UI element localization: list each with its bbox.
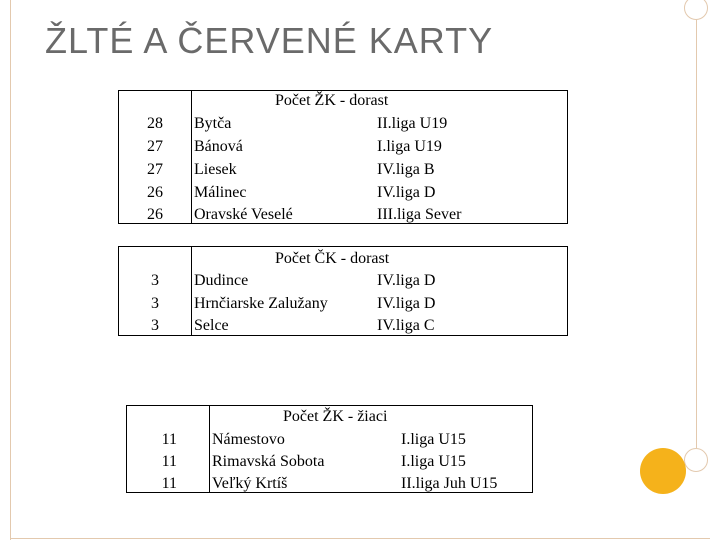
card-count: 27: [147, 138, 163, 155]
slide-title: ŽLTÉ A ČERVENÉ KARTY: [45, 20, 494, 61]
club-name: Dudince: [194, 272, 249, 289]
card-count: 27: [147, 161, 163, 178]
decorative-orange-circle: [640, 448, 686, 494]
table-row: [127, 450, 532, 473]
league-name: I.liga U15: [401, 453, 466, 470]
club-name: Námestovo: [212, 431, 285, 448]
table-row: [119, 314, 567, 337]
league-name: IV.liga C: [377, 317, 435, 334]
yellow-cards-youth-table: [118, 90, 568, 224]
league-name: IV.liga D: [377, 272, 436, 289]
club-name: Hrnčiarske Zalužany: [194, 295, 328, 312]
league-name: II.liga Juh U15: [401, 475, 498, 492]
table-row: [119, 112, 567, 135]
club-name: Selce: [194, 317, 229, 334]
slide-frame-right: [696, 0, 697, 448]
table-row: [127, 428, 532, 451]
decorative-ring-top: [684, 0, 708, 20]
league-name: I.liga U15: [401, 431, 466, 448]
club-name: Bánová: [194, 138, 243, 155]
card-count: 3: [151, 272, 159, 289]
table-row: [119, 269, 567, 292]
card-count: 28: [147, 115, 163, 132]
table-row: [119, 158, 567, 181]
table-heading: Počet ŽK - žiaci: [283, 408, 388, 425]
decorative-ring-bottom: [684, 448, 708, 472]
league-name: IV.liga B: [377, 161, 435, 178]
table-row: [119, 292, 567, 315]
club-name: Rimavská Sobota: [212, 453, 325, 470]
slide-frame-bottom: [10, 538, 710, 539]
table-row: [119, 203, 567, 226]
card-count: 26: [147, 184, 163, 201]
league-name: IV.liga D: [377, 295, 436, 312]
league-name: I.liga U19: [377, 138, 442, 155]
card-count: 3: [151, 317, 159, 334]
card-count: 26: [147, 206, 163, 223]
club-name: Bytča: [194, 115, 232, 132]
card-count: 3: [151, 295, 159, 312]
slide-frame-left: [10, 0, 11, 540]
club-name: Liesek: [194, 161, 237, 178]
yellow-cards-pupils-table: [126, 405, 533, 493]
card-count: 11: [161, 453, 177, 470]
club-name: Málinec: [194, 184, 247, 201]
table-heading: Počet ČK - dorast: [275, 250, 390, 267]
card-count: 11: [161, 475, 177, 492]
card-count: 11: [161, 431, 177, 448]
club-name: Oravské Veselé: [194, 206, 293, 223]
red-cards-youth-table: [118, 246, 568, 336]
league-name: IV.liga D: [377, 184, 436, 201]
table-row: [119, 135, 567, 158]
table-row: [119, 181, 567, 204]
club-name: Veľký Krtíš: [212, 475, 288, 492]
league-name: II.liga U19: [377, 115, 448, 132]
league-name: III.liga Sever: [377, 206, 462, 223]
table-heading: Počet ŽK - dorast: [275, 92, 389, 109]
table-row: [127, 472, 532, 495]
